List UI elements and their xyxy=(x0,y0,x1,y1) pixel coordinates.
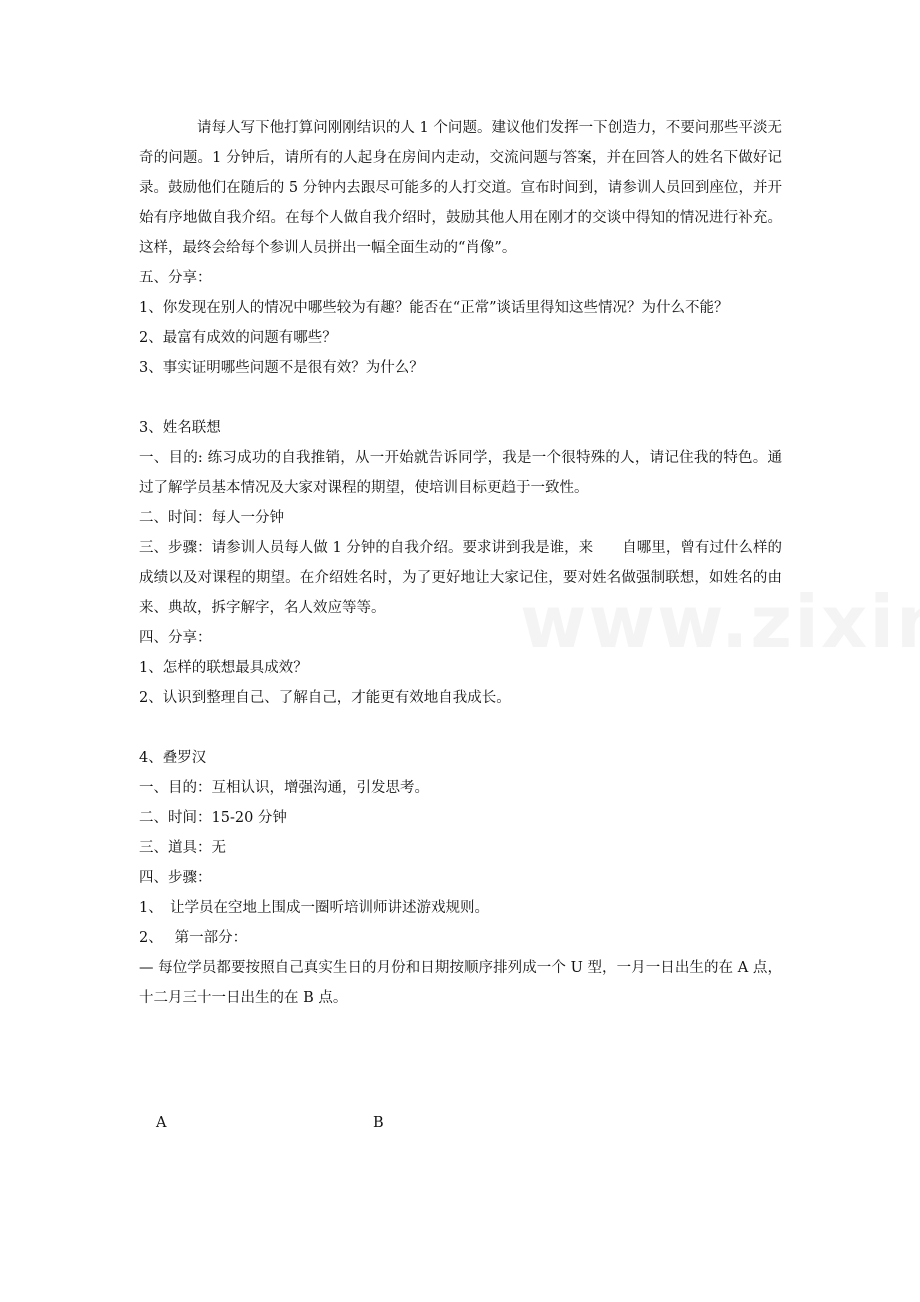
game4-title: 4、叠罗汉 xyxy=(139,750,207,766)
game3-steps: 三、步骤：请参训人员每人做 1 分钟的自我介绍。要求讲到我是谁，来 自哪里，曾有过什么样的成绩以及对课程的期望。在介绍姓名时，为了更好地让大家记住，要对姓名做强制联想，如姓名的由来、典故，拆字解字，名人效应等等。 xyxy=(139,540,782,616)
document-body xyxy=(139,113,782,1013)
section-gap xyxy=(139,383,782,413)
game4-props: 三、道具：无 xyxy=(139,840,226,856)
game4-step-1: 1、 让学员在空地上围成一圈听培训师讲述游戏规则。 xyxy=(139,900,489,916)
game3-share-heading: 四、分享： xyxy=(139,630,212,646)
game3-goal: 一、目的: 练习成功的自我推销，从一开始就告诉同学，我是一个很特殊的人，请记住我的特色。通过了解学员基本情况及大家对课程的期望，使培训目标更趋于一致性。 xyxy=(139,450,782,496)
game4-time: 二、时间：15-20 分钟 xyxy=(139,810,287,826)
intro-paragraph: 请每人写下他打算问刚刚结识的人 1 个问题。建议他们发挥一下创造力，不要问那些平淡无奇的问题。1 分钟后，请所有的人起身在房间内走动，交流问题与答案，并在回答人的姓名下做好记录。鼓励他们在随后的 5 分钟内去跟尽可能多的人打交道。宣布时间到，请参训人员回到座位，并开始有序地做自我介绍。在每个人做自我介绍时，鼓励其他人用在刚才的交谈中得知的情况进行补充。这样，最终会给每个参训人员拼出一幅全面生动的“肖像”。 xyxy=(139,120,782,256)
share-item-3: 3、事实证明哪些问题不是很有效？为什么？ xyxy=(139,360,424,376)
share-item-2: 2、最富有成效的问题有哪些？ xyxy=(139,330,337,346)
game3-share-item-1: 1、怎样的联想最具成效？ xyxy=(139,660,308,676)
game3-time: 二、时间：每人一分钟 xyxy=(139,510,284,526)
game3-title: 3、姓名联想 xyxy=(139,420,221,436)
point-b-label: B xyxy=(373,1115,384,1131)
point-a-label: A xyxy=(156,1115,167,1131)
share-item-1: 1、你发现在别人的情况中哪些较为有趣？能否在“正常”谈话里得知这些情况？为什么不能？ xyxy=(139,300,729,316)
game4-rule: — 每位学员都要按照自己真实生日的月份和日期按顺序排列成一个 U 型，一月一日出生的在 A 点，十二月三十一日出生的在 B 点。 xyxy=(139,960,782,1006)
u-shape-diagram xyxy=(139,1108,782,1138)
game4-goal: 一、目的：互相认识，增强沟通，引发思考。 xyxy=(139,780,429,796)
game4-step-2: 2、 第一部分： xyxy=(139,930,248,946)
game3-share-item-2: 2、认识到整理自己、了解自己，才能更有效地自我成长。 xyxy=(139,690,511,706)
game4-steps-heading: 四、步骤： xyxy=(139,870,212,886)
share-heading: 五、分享： xyxy=(139,270,212,286)
section-gap xyxy=(139,713,782,743)
